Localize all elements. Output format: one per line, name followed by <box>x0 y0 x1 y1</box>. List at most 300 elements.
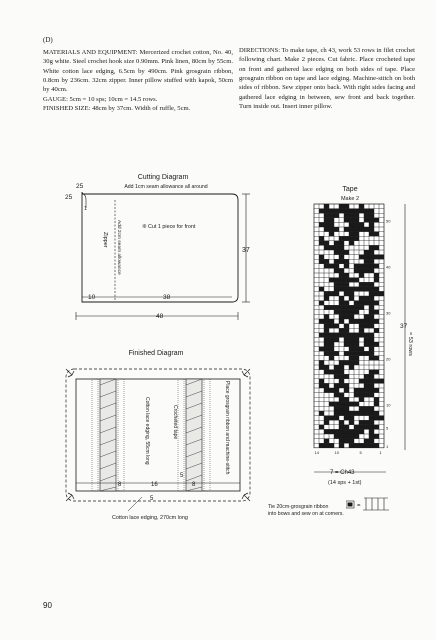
filled-block <box>349 232 354 237</box>
filled-block <box>374 232 379 237</box>
filled-block <box>324 370 329 375</box>
filled-block <box>369 439 374 444</box>
row-number-label: 20 <box>386 356 391 362</box>
filled-block <box>369 356 374 361</box>
filled-block <box>369 393 374 398</box>
filled-block <box>344 264 349 269</box>
filled-block <box>374 379 379 384</box>
finished-size-paragraph: FINISHED SIZE: 48cm by 37cm. Width of ruffle, 5cm. <box>43 105 191 113</box>
filled-block <box>359 347 364 352</box>
filled-block <box>329 333 334 338</box>
row-number-label: 30 <box>386 310 391 316</box>
filled-block <box>319 360 324 365</box>
lace-label: Cotton lace edging, 55cm long <box>144 397 150 465</box>
filled-block <box>319 255 324 260</box>
filled-block <box>359 282 364 287</box>
filled-block <box>374 342 379 347</box>
filled-block <box>324 365 329 370</box>
filled-block <box>349 287 354 292</box>
filled-block <box>364 388 369 393</box>
filled-block <box>344 310 349 315</box>
filled-block <box>324 324 329 329</box>
filled-block <box>319 365 324 370</box>
filled-block <box>354 425 359 430</box>
filled-block <box>344 397 349 402</box>
filled-block <box>369 420 374 425</box>
filled-block <box>364 250 369 255</box>
filled-block <box>359 209 364 214</box>
filled-block <box>354 278 359 283</box>
filled-block <box>339 374 344 379</box>
filled-block <box>344 227 349 232</box>
filled-block <box>374 416 379 421</box>
filled-block <box>369 282 374 287</box>
filled-block <box>354 264 359 269</box>
filled-block <box>319 333 324 338</box>
filled-block <box>349 429 354 434</box>
filled-block <box>359 397 364 402</box>
filled-block <box>364 296 369 301</box>
filled-block <box>349 222 354 227</box>
filled-block <box>369 296 374 301</box>
filled-block <box>369 255 374 260</box>
filled-block <box>374 287 379 292</box>
filled-block <box>369 443 374 448</box>
page-number: 90 <box>43 601 52 610</box>
filled-block <box>344 213 349 218</box>
dim-10: 10 <box>88 294 96 301</box>
filled-block <box>334 411 339 416</box>
filled-block <box>364 314 369 319</box>
filled-block <box>374 319 379 324</box>
filled-block <box>334 333 339 338</box>
filled-block <box>344 236 349 241</box>
filled-block <box>364 209 369 214</box>
filled-block <box>324 319 329 324</box>
filled-block <box>369 388 374 393</box>
filled-block <box>339 402 344 407</box>
filled-block <box>344 388 349 393</box>
filled-block <box>364 213 369 218</box>
filled-block <box>344 273 349 278</box>
dim-1: 1 <box>84 206 88 212</box>
filled-block <box>354 268 359 273</box>
filled-block <box>339 236 344 241</box>
filled-block <box>364 227 369 232</box>
filled-block <box>349 218 354 223</box>
filled-block <box>359 379 364 384</box>
filled-block <box>339 365 344 370</box>
filled-block <box>374 310 379 315</box>
lace-strip-2 <box>118 379 124 491</box>
filled-block <box>374 397 379 402</box>
dim-16: 16 <box>151 482 158 488</box>
filled-block <box>374 328 379 333</box>
filled-block <box>349 365 354 370</box>
filled-block <box>319 301 324 306</box>
filled-block <box>364 268 369 273</box>
filled-block <box>374 264 379 269</box>
filled-block <box>344 328 349 333</box>
filled-block <box>359 301 364 306</box>
filled-block <box>369 383 374 388</box>
filled-block <box>364 393 369 398</box>
filled-block <box>369 310 374 315</box>
filled-block <box>319 411 324 416</box>
ruffle-outline <box>66 369 250 501</box>
filled-block <box>339 420 344 425</box>
filled-block <box>359 319 364 324</box>
filled-block <box>364 425 369 430</box>
row-number-label: 50 <box>386 218 391 224</box>
filled-block <box>369 351 374 356</box>
filled-block <box>369 227 374 232</box>
filled-block <box>339 425 344 430</box>
filled-block <box>334 278 339 283</box>
column-number-label: 14 <box>314 449 319 455</box>
filled-block <box>354 411 359 416</box>
filled-block <box>339 282 344 287</box>
filled-block <box>364 319 369 324</box>
filled-block <box>369 301 374 306</box>
filled-block <box>374 425 379 430</box>
filled-block <box>324 314 329 319</box>
filled-block <box>359 227 364 232</box>
zipper-allowance-label: Add 2cm seam allowance <box>116 220 121 275</box>
dim-5-mid: 5 <box>180 473 184 479</box>
filled-block <box>329 443 334 448</box>
filled-block <box>339 209 344 214</box>
filled-block <box>329 209 334 214</box>
filled-block <box>349 360 354 365</box>
filled-block <box>339 241 344 246</box>
width-label: 7 = Ch43 <box>330 470 355 476</box>
filled-block <box>344 278 349 283</box>
filled-block <box>344 337 349 342</box>
filled-block <box>369 347 374 352</box>
filled-block <box>359 255 364 260</box>
filled-block <box>324 439 329 444</box>
filled-block <box>359 222 364 227</box>
filled-block <box>339 204 344 209</box>
filled-block <box>354 236 359 241</box>
filled-block <box>319 241 324 246</box>
materials-column <box>43 36 233 113</box>
filled-block <box>339 296 344 301</box>
rows-label: = 53 rows <box>407 332 413 356</box>
tape-dim-37: 37 <box>400 323 408 330</box>
filled-block <box>344 209 349 214</box>
filled-block <box>354 227 359 232</box>
filled-block <box>324 443 329 448</box>
filled-block <box>324 218 329 223</box>
filled-block <box>344 360 349 365</box>
cut-note: ❊ Cut 1 piece for front <box>142 224 196 230</box>
filled-block <box>344 439 349 444</box>
filled-block <box>319 259 324 264</box>
filled-block <box>339 268 344 273</box>
filled-block <box>329 291 334 296</box>
filled-block <box>334 365 339 370</box>
filled-block <box>354 218 359 223</box>
filled-block <box>374 388 379 393</box>
filled-block <box>349 319 354 324</box>
filled-block <box>364 406 369 411</box>
filled-block <box>334 250 339 255</box>
filled-block <box>334 264 339 269</box>
ribbon-label: Place grosgrain ribbon and machine-stitch <box>224 381 230 475</box>
directions-column <box>239 46 415 112</box>
filled-block <box>369 232 374 237</box>
filled-block <box>354 337 359 342</box>
filled-block <box>364 337 369 342</box>
tape-title: Tape <box>342 186 358 193</box>
dim-8-right: 8 <box>192 482 196 488</box>
filled-block <box>329 370 334 375</box>
filled-block <box>349 209 354 214</box>
filled-block <box>339 319 344 324</box>
filled-block <box>324 296 329 301</box>
filled-block <box>344 434 349 439</box>
dim-48: 48 <box>156 313 164 320</box>
filled-block <box>369 429 374 434</box>
filled-block <box>364 287 369 292</box>
filled-block <box>369 250 374 255</box>
filled-block <box>369 342 374 347</box>
lace-strip-1 <box>92 379 98 491</box>
filled-block <box>364 324 369 329</box>
filled-block <box>339 255 344 260</box>
filled-block <box>369 314 374 319</box>
zipper-label: Zipper <box>102 232 108 248</box>
filled-block <box>334 393 339 398</box>
filled-block <box>354 319 359 324</box>
filled-block <box>374 291 379 296</box>
filled-block <box>324 347 329 352</box>
filled-block <box>359 388 364 393</box>
filled-block <box>369 268 374 273</box>
column-number-label: 5 <box>359 449 362 455</box>
filled-block <box>324 264 329 269</box>
filled-block <box>329 222 334 227</box>
filled-block <box>349 356 354 361</box>
filled-block <box>359 296 364 301</box>
filled-block <box>349 402 354 407</box>
filled-block <box>339 411 344 416</box>
filled-block <box>359 324 364 329</box>
filled-block <box>339 310 344 315</box>
filled-block <box>344 333 349 338</box>
filled-block <box>359 393 364 398</box>
filled-block <box>354 209 359 214</box>
filled-block <box>364 383 369 388</box>
cutting-diagram-title: Cutting Diagram <box>137 174 189 181</box>
column-number-labels <box>315 450 383 455</box>
filled-block <box>354 213 359 218</box>
cutting-diagram <box>60 170 270 330</box>
filled-block <box>354 356 359 361</box>
filled-block <box>359 333 364 338</box>
filled-block <box>374 245 379 250</box>
filled-block <box>334 370 339 375</box>
filled-block <box>364 439 369 444</box>
materials-paragraph: MATERIALS AND EQUIPMENT: Mercerized crochet cotton, No. 40, 30g white. Steel crochet hook size 0.90mm. Pink linen, 80cm by 55cm. White cotton lace edging, 6.5cm by 490cm. Pink grosgrain ribbon, 0.8cm by 236cm. 32cm zipper. Inner pillow stuffed with kapok, 50cm by 40cm. <box>43 48 233 94</box>
filled-block <box>349 347 354 352</box>
filled-block <box>324 245 329 250</box>
filled-block <box>339 429 344 434</box>
filled-block <box>344 383 349 388</box>
filled-block <box>339 393 344 398</box>
filled-block <box>374 411 379 416</box>
filled-block <box>324 337 329 342</box>
filled-block <box>369 213 374 218</box>
filled-block <box>329 402 334 407</box>
filled-block <box>334 209 339 214</box>
filled-block <box>344 324 349 329</box>
filled-block <box>349 291 354 296</box>
filled-block <box>354 305 359 310</box>
filled-block <box>369 245 374 250</box>
filled-block <box>334 402 339 407</box>
filled-block <box>339 360 344 365</box>
filled-block <box>354 342 359 347</box>
filled-block <box>344 429 349 434</box>
filled-block <box>379 379 384 384</box>
filled-block <box>369 209 374 214</box>
filled-block <box>329 278 334 283</box>
filled-block <box>334 337 339 342</box>
filled-block <box>359 264 364 269</box>
filled-block <box>334 268 339 273</box>
filled-block <box>349 241 354 246</box>
filled-block <box>344 204 349 209</box>
filled-block <box>334 434 339 439</box>
filled-block <box>344 342 349 347</box>
filled-block <box>364 420 369 425</box>
gauge-paragraph: GAUGE: 5cm = 10 sps; 10cm = 14.5 rows. <box>43 95 158 103</box>
filled-block <box>369 425 374 430</box>
double-crochet-symbol-icon <box>363 498 389 510</box>
filled-block <box>344 291 349 296</box>
filled-block <box>359 411 364 416</box>
filled-block <box>374 278 379 283</box>
filled-block <box>339 314 344 319</box>
filled-block <box>334 310 339 315</box>
filled-block <box>374 434 379 439</box>
filled-block <box>334 291 339 296</box>
filled-block <box>319 222 324 227</box>
filled-block <box>324 383 329 388</box>
section-heading: (D) <box>43 36 53 44</box>
filled-block <box>349 310 354 315</box>
filled-block <box>344 351 349 356</box>
filled-block <box>364 443 369 448</box>
filled-block <box>364 301 369 306</box>
filled-block <box>339 383 344 388</box>
filled-block <box>329 388 334 393</box>
tape-chart <box>300 182 420 492</box>
filled-block <box>329 245 334 250</box>
filled-block <box>319 209 324 214</box>
filled-block <box>339 406 344 411</box>
filled-block <box>339 301 344 306</box>
filled-block <box>334 227 339 232</box>
filled-block <box>324 213 329 218</box>
filled-block <box>324 305 329 310</box>
filled-block <box>324 388 329 393</box>
filled-block <box>334 241 339 246</box>
filled-block <box>334 213 339 218</box>
filled-block <box>364 264 369 269</box>
filled-block <box>329 342 334 347</box>
filled-block <box>339 273 344 278</box>
bottom-lace-leader <box>128 497 142 511</box>
filled-block <box>344 301 349 306</box>
filled-block <box>329 319 334 324</box>
filled-block <box>349 227 354 232</box>
filled-block <box>329 324 334 329</box>
filled-block <box>354 429 359 434</box>
filled-block <box>369 264 374 269</box>
dim-25-left: 25 <box>65 194 73 201</box>
dim-25-top: 25 <box>76 183 84 190</box>
filled-block <box>344 250 349 255</box>
filled-block <box>329 213 334 218</box>
filet-grid <box>314 204 384 448</box>
tape-subtitle: Make 2 <box>340 196 360 202</box>
filled-block <box>374 370 379 375</box>
dim-5-bottom: 5 <box>150 496 154 502</box>
filled-block <box>354 360 359 365</box>
filled-block <box>339 328 344 333</box>
filled-block <box>359 273 364 278</box>
filled-block <box>324 420 329 425</box>
filled-block <box>344 425 349 430</box>
row-number-label: 10 <box>386 402 391 408</box>
filled-block <box>324 227 329 232</box>
tape-label: Crocheted tape <box>172 405 178 440</box>
filled-block <box>369 374 374 379</box>
filled-block <box>349 439 354 444</box>
filled-block <box>319 425 324 430</box>
filled-block <box>334 429 339 434</box>
filled-block <box>374 218 379 223</box>
seam-allowance-note: Add 1cm seam allowance all around <box>124 184 208 190</box>
filled-block <box>324 291 329 296</box>
filled-block <box>369 379 374 384</box>
filled-block <box>364 333 369 338</box>
filled-block <box>329 416 334 421</box>
filled-block <box>354 443 359 448</box>
filled-block <box>329 218 334 223</box>
filled-block <box>339 287 344 292</box>
filled-block <box>339 250 344 255</box>
filled-block <box>374 273 379 278</box>
filled-block <box>364 351 369 356</box>
filled-block <box>334 416 339 421</box>
filled-block <box>359 287 364 292</box>
filled-block <box>364 342 369 347</box>
filled-block <box>349 420 354 425</box>
row-number-label: 40 <box>386 264 391 270</box>
filled-block <box>354 388 359 393</box>
filled-block <box>369 370 374 375</box>
filled-block <box>349 351 354 356</box>
filled-block <box>349 236 354 241</box>
filled-block <box>334 351 339 356</box>
filled-block <box>354 232 359 237</box>
directions-paragraph: DIRECTIONS: To make tape, ch 43, work 53 rows in filet crochet following chart. Make 2 pieces. Cut fabric. Place crocheted tape on front and gathered lace edging on both sides of tape. Place grosgrain ribbon on tape and lace edging. Machine-stitch on both sides of ribbon. Sew zipper onto back. With right sides facing and gathered lace edging in between, sew front and back together. Turn inside out. Insert inner pillow. <box>239 47 415 111</box>
